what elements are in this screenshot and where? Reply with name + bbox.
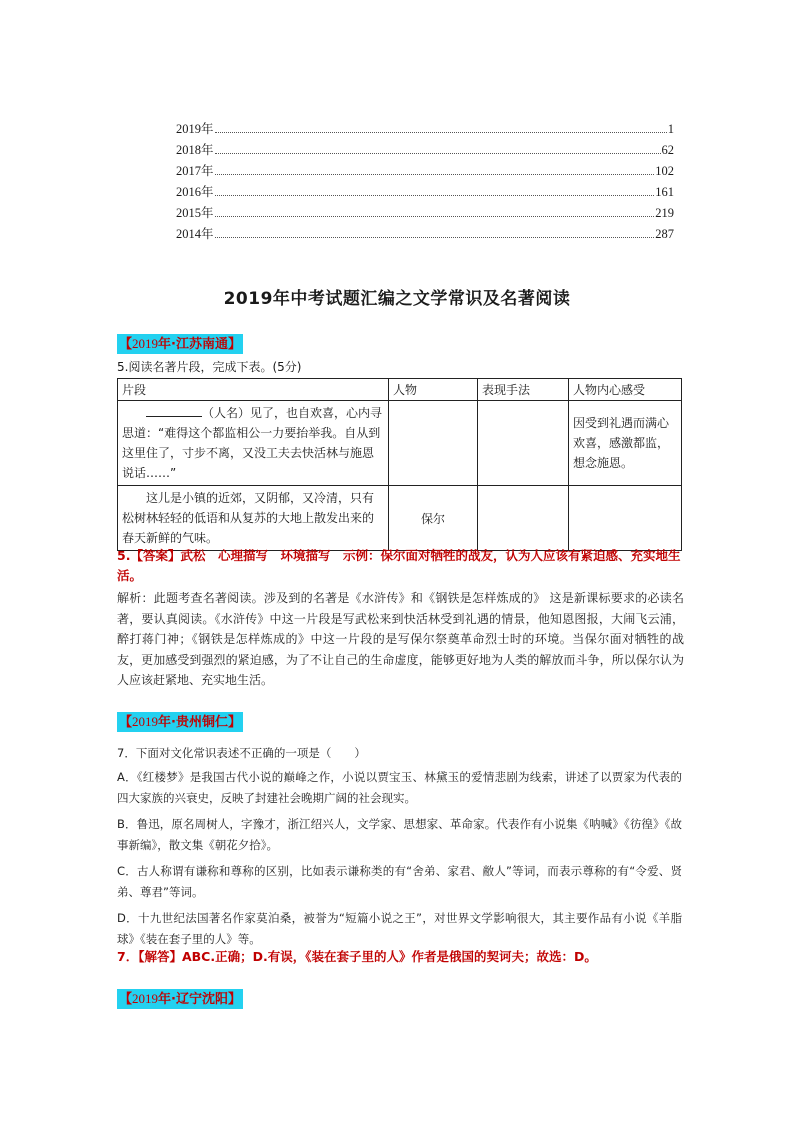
passage-text: （人名）见了，也自欢喜，心内寻思道：“难得这个都监相公一力要抬举我。自从到这里住了，寸步不离，又没工夫去快活林与施恩说话……” xyxy=(122,406,383,480)
person-cell: 保尔 xyxy=(389,486,478,551)
fill-in-blank[interactable] xyxy=(146,404,202,417)
toc-leader xyxy=(215,215,655,217)
section-tag-guizhou-tongren xyxy=(117,712,243,732)
feeling-cell: 因受到礼遇而满心欢喜，感激都监，想念施恩。 xyxy=(569,401,682,486)
toc-year: 2015年 xyxy=(176,206,214,220)
toc-year: 2014年 xyxy=(176,227,214,241)
toc-leader xyxy=(215,152,661,154)
section-tag-liaoning-shenyang xyxy=(117,989,243,1009)
header-passage: 片段 xyxy=(118,379,389,401)
tag-region: 年·江苏南通】 xyxy=(158,337,241,352)
table-header-row xyxy=(118,379,682,401)
toc-year: 2019年 xyxy=(176,122,214,136)
toc-page-number: 1 xyxy=(667,122,674,136)
question-5-table xyxy=(117,378,682,551)
question-7-stem: 7．下面对文化常识表述不正确的一项是（ ） xyxy=(117,746,366,760)
tag-region: 年·贵州铜仁】 xyxy=(158,715,241,730)
section-tag-jiangsu-nantong xyxy=(117,334,243,354)
option-b[interactable]: B．鲁迅，原名周树人，字豫才，浙江绍兴人，文学家、思想家、革命家。代表作有小说集《呐喊》《彷徨》《故事新编》，散文集《朝花夕拾》。 xyxy=(117,817,682,852)
table-of-contents xyxy=(176,119,674,245)
toc-entry[interactable] xyxy=(176,119,674,140)
technique-cell[interactable] xyxy=(478,486,569,551)
toc-entry[interactable] xyxy=(176,140,674,161)
passage-text: 这儿是小镇的近郊，又阴郁，又冷清，只有松树林轻轻的低语和从复苏的大地上散发出来的春天新鲜的气味。 xyxy=(122,491,375,545)
technique-cell[interactable] xyxy=(478,401,569,486)
toc-entry[interactable] xyxy=(176,182,674,203)
question-7-answer: 7．【解答】ABC.正确；D.有误，《装在套子里的人》作者是俄国的契诃夫；故选：D。 xyxy=(117,949,597,964)
toc-leader xyxy=(215,194,655,196)
question-5-prompt: 5.阅读名著片段，完成下表。(5分) xyxy=(117,360,302,374)
passage-cell xyxy=(118,486,389,551)
tag-region: 年·辽宁沈阳】 xyxy=(158,992,241,1007)
header-person: 人物 xyxy=(389,379,478,401)
question-5-answer: 5.【答案】武松 心理描写 环境描写 示例：保尔面对牺牲的战友，认为人应该有紧迫感、充实地生活。 xyxy=(117,548,681,583)
header-technique: 表现手法 xyxy=(478,379,569,401)
toc-page-number: 161 xyxy=(655,185,674,199)
option-d[interactable]: D．十九世纪法国著名作家莫泊桑，被誉为“短篇小说之王”，对世界文学影响很大，其主要作品有小说《羊脂球》《装在套子里的人》等。 xyxy=(117,911,682,946)
question-5-analysis: 解析：此题考查名著阅读。涉及到的名著是《水浒传》和《钢铁是怎样炼成的》 这是新课标要求的必读名著，要认真阅读。《水浒传》中这一片段是写武松来到快活林受到礼遇的情景，他知恩图报，大闹飞云浦，醉打蒋门神；《钢铁是怎样炼成的》中这一片段的是写保尔祭奠革命烈士时的环境。当保尔面对牺牲的战友，更加感受到强烈的紧迫感，为了不让自己的生命虚度，能够更好地为人类的解放而斗争，所以保尔认为人应该赶紧地、充实地生活。 xyxy=(117,591,684,687)
toc-year: 2016年 xyxy=(176,185,214,199)
toc-leader xyxy=(215,236,655,238)
toc-year: 2017年 xyxy=(176,164,214,178)
tag-bracket: 【 xyxy=(119,337,133,352)
toc-page-number: 287 xyxy=(655,227,674,241)
toc-year: 2018年 xyxy=(176,143,214,157)
toc-entry[interactable] xyxy=(176,161,674,182)
tag-bracket: 【 xyxy=(119,715,133,730)
table-row xyxy=(118,401,682,486)
toc-leader xyxy=(215,173,655,175)
page-title: 2019年中考试题汇编之文学常识及名著阅读 xyxy=(223,289,571,309)
tag-bracket: 【 xyxy=(119,992,133,1007)
toc-entry[interactable] xyxy=(176,224,674,245)
option-c[interactable]: C．古人称谓有谦称和尊称的区别，比如表示谦称类的有“舍弟、家君、敝人”等词，而表示尊称的有“令爱、贤弟、尊君”等词。 xyxy=(117,864,682,899)
passage-cell xyxy=(118,401,389,486)
tag-year: 2019 xyxy=(132,991,159,1006)
toc-page-number: 62 xyxy=(661,143,674,157)
table-row xyxy=(118,486,682,551)
person-cell[interactable] xyxy=(389,401,478,486)
tag-year: 2019 xyxy=(132,336,159,351)
tag-year: 2019 xyxy=(132,714,159,729)
toc-leader xyxy=(215,131,667,133)
option-a[interactable]: A．《红楼梦》是我国古代小说的巅峰之作，小说以贾宝玉、林黛玉的爱情悲剧为线索，讲述了以贾家为代表的四大家族的兴衰史，反映了封建社会晚期广阔的社会现实。 xyxy=(117,770,682,805)
toc-page-number: 102 xyxy=(655,164,674,178)
feeling-cell[interactable] xyxy=(569,486,682,551)
header-feeling: 人物内心感受 xyxy=(569,379,682,401)
question-7 xyxy=(117,743,682,955)
toc-entry[interactable] xyxy=(176,203,674,224)
toc-page-number: 219 xyxy=(655,206,674,220)
